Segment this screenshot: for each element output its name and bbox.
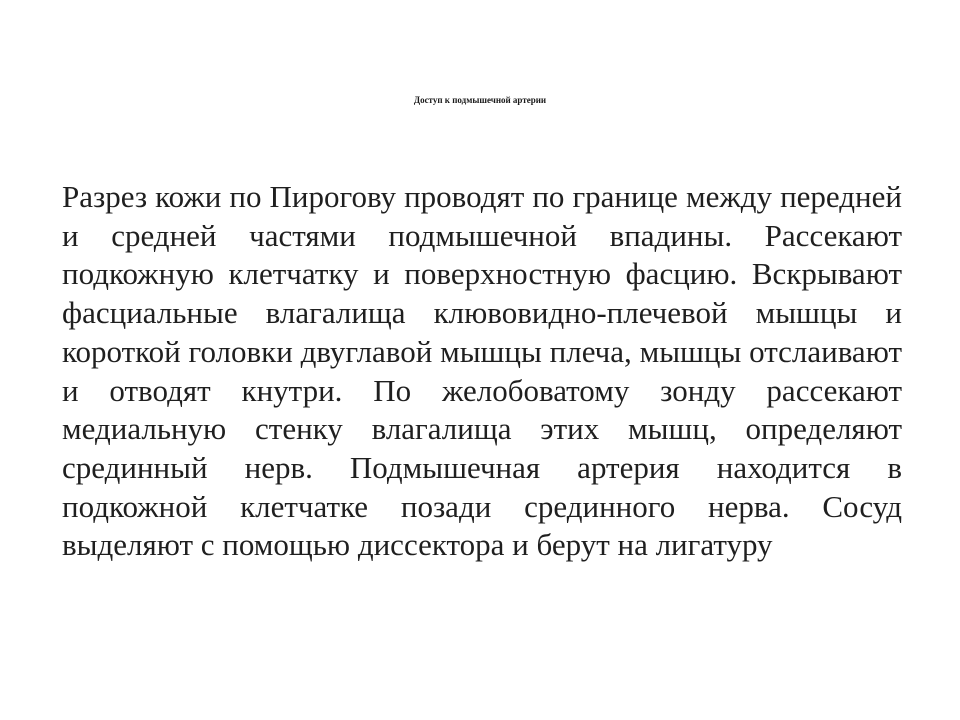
slide-title: Доступ к подмышечной артерии [413,95,547,105]
slide-body-text: Разрез кожи по Пирогову проводят по границе между передней и средней частями подмышечной впадины. Рассекают подкожную клетчатку и поверхностную фасцию. Вскрывают фасциальные влагалища клювовидно-плечевой мышцы и короткой головки двуглавой мышцы плеча, мышцы отслаивают и отводят кнутри. По желобоватому зонду рассекают медиальную стенку влагалища этих мышц, определяют срединный нерв. Подмышечная артерия находится в подкожной клетчатке позади срединного нерва. Сосуд выделяют с помощью диссектора и берут на лигатуру [62,179,902,563]
